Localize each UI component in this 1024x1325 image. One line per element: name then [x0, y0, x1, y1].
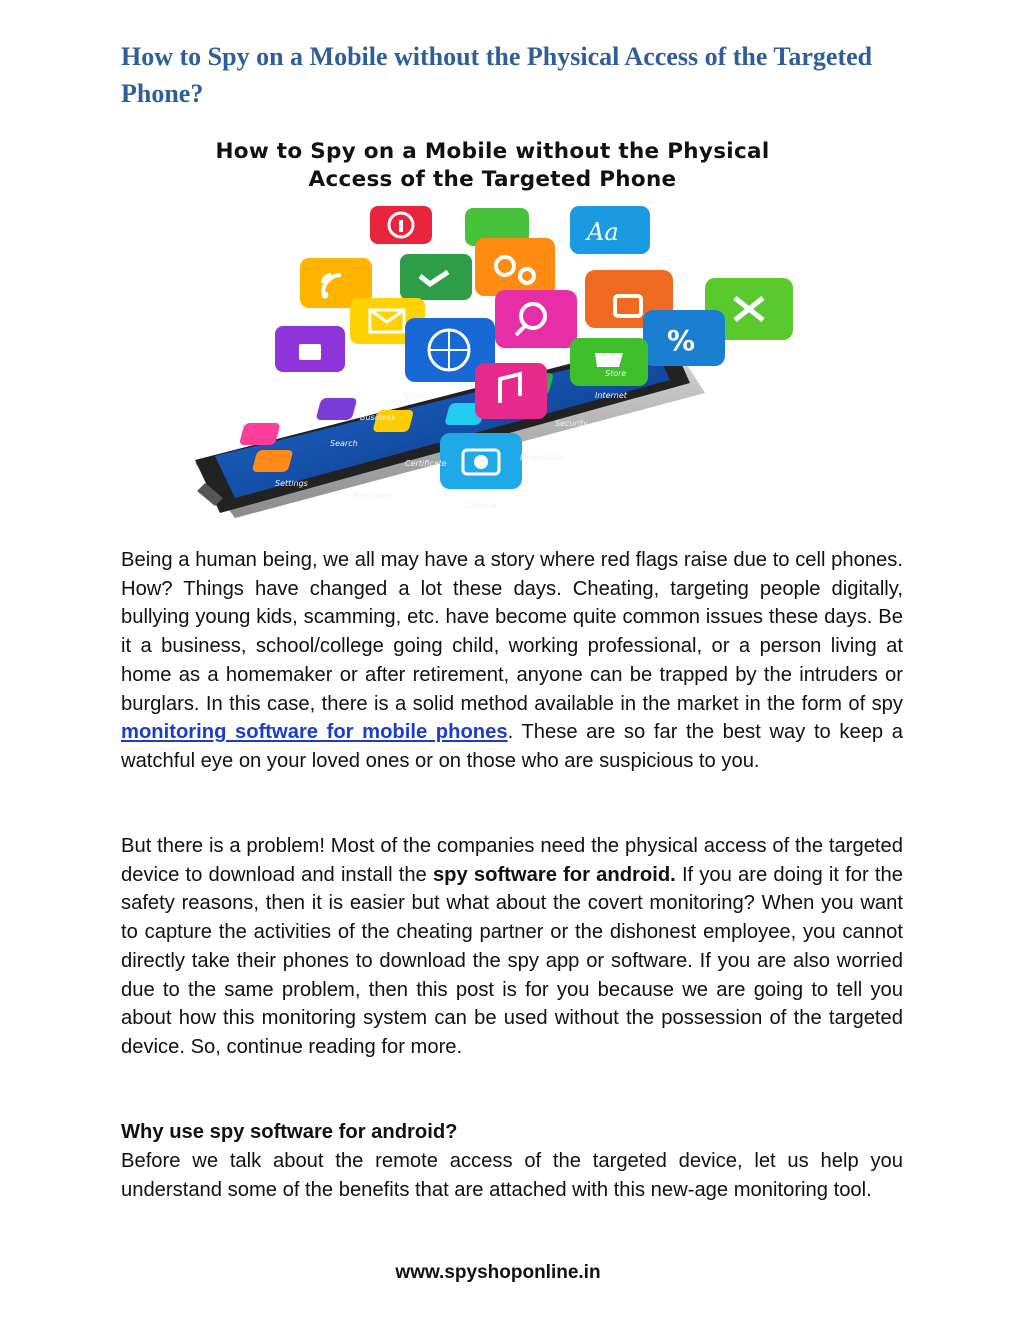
screen-label-camera: Camera: [465, 501, 497, 510]
screen-label-security: Security: [555, 419, 588, 428]
smartphone-with-app-icons-illustration: [175, 198, 815, 523]
hero-caption: [120, 138, 865, 194]
screen-label-search: Search: [330, 439, 358, 448]
paragraph-1: [121, 546, 903, 776]
paragraph-2-bold: spy software for android.: [432, 863, 676, 886]
section-heading: Why use spy software for android?: [121, 1121, 458, 1143]
paragraph-1-text-a: Being a human being, we all may have a story where red flags raise due to cell phones. How? Things have changed a lot these days. Cheating, targeting people digitally, bullying young kids, scamming, etc. have become quite common issues these days. Be it a business, school/college going child, working professional, or a person living at home as a homemaker or after retirement, anyone can be trapped by the intruders or burglars. In this case, there is a solid method available in the market in the form of spy: [121, 549, 903, 715]
paragraph-2: [121, 832, 903, 1062]
screen-label-news: News: [403, 391, 425, 400]
hero-caption-line-2: Access of the Targeted Phone: [308, 167, 677, 192]
monitoring-software-link[interactable]: monitoring software for mobile phones: [121, 721, 508, 744]
article-title: How to Spy on a Mobile without the Physical Access of the Targeted Phone?: [121, 42, 873, 108]
screen-label-downloads: Downloads: [520, 453, 564, 462]
screen-label-messages: Messages: [353, 491, 393, 500]
paragraph-2-text-b: If you are doing it for the safety reasons, then it is easier but what about the covert monitoring? When you want to capture the activities of the cheating partner or the dishonest employee, you cannot directly take their phones to download the spy app or software. If you are also worried due to the same problem, then this post is for you because we are going to tell you about how this monitoring system can be used without the possession of the targeted device. So, continue reading for more.: [121, 863, 903, 1058]
music-icon: [475, 363, 547, 419]
paragraph-3: Before we talk about the remote access of the targeted device, let us help you understand some of the benefits that are attached with this new-age monitoring tool.: [121, 1150, 903, 1201]
svg-text:%: %: [667, 324, 696, 357]
paragraph-2-text-a: But there is a problem! Most of the companies need the physical access of the targeted device to download and install the: [121, 835, 903, 886]
hero-image: [120, 138, 905, 528]
screen-label-settings: Settings: [275, 479, 308, 488]
screen-label-internet: Internet: [595, 391, 627, 400]
paragraph-1-text-b: . These are so far the best way to keep a watchful eye on your loved ones or on those who are suspicious to you.: [121, 721, 903, 772]
screen-label-business: Business: [360, 413, 396, 422]
footer-website: www.spyshoponline.in: [395, 1262, 601, 1283]
search-icon: [495, 290, 577, 348]
hero-caption-line-1: How to Spy on a Mobile without the Physical: [215, 139, 770, 164]
screen-label-store: Store: [605, 369, 627, 378]
screen-label-certificate: Certificate: [405, 459, 447, 468]
svg-text:Aa: Aa: [587, 218, 619, 246]
